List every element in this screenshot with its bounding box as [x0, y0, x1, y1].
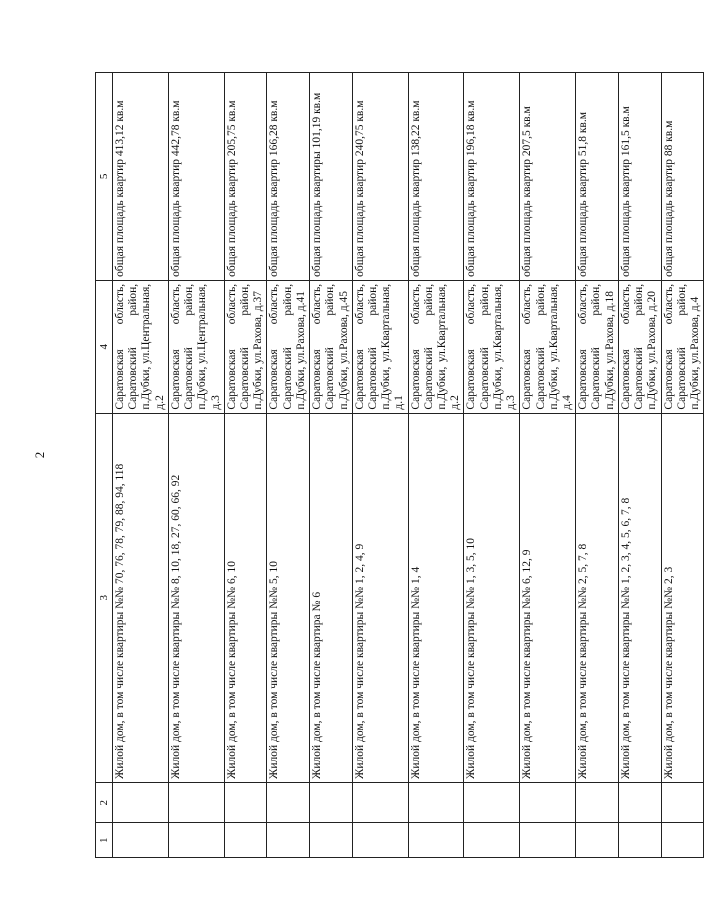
table-row	[224, 73, 267, 858]
page-number: 2	[32, 451, 47, 459]
table-cell-c3: Жилой дом, в том числе квартиры №№ 6, 10	[224, 413, 267, 782]
table-cell-c5: общая площадь квартир 166,28 кв.м	[267, 73, 310, 281]
table-cell-c1	[464, 823, 520, 858]
table-cell-c2	[352, 782, 408, 822]
table-cell-c1	[352, 823, 408, 858]
table-row	[168, 73, 224, 858]
table-cell-c1	[267, 823, 310, 858]
header-cell: 2	[96, 782, 113, 822]
document-table-rotated	[95, 72, 701, 858]
table-cell-c3: Жилой дом, в том числе квартиры №№ 6, 12, 9	[520, 413, 576, 782]
table-row	[661, 73, 704, 858]
table-row	[310, 73, 353, 858]
table-cell-c2	[224, 782, 267, 822]
header-cell: 5	[96, 73, 113, 281]
table-cell-c3: Жилой дом, в том числе квартиры №№ 1, 2, 3, 4, 5, 6, 7, 8	[618, 413, 661, 782]
table-cell-c2	[267, 782, 310, 822]
table-cell-c5: общая площадь квартир 138,22 кв.м	[408, 73, 464, 281]
table-cell-c3: Жилой дом, в том числе квартиры №№ 2, 5, 7, 8	[576, 413, 619, 782]
table-cell-c5: общая площадь квартир 207,5 кв.м	[520, 73, 576, 281]
table-row	[267, 73, 310, 858]
table-cell-c2	[168, 782, 224, 822]
table-cell-c5: общая площадь квартир 161,5 кв.м	[618, 73, 661, 281]
table-cell-c5: общая площадь квартир 196,18 кв.м	[464, 73, 520, 281]
table-cell-c2	[464, 782, 520, 822]
table-cell-c5: общая площадь квартир 51,8 кв.м	[576, 73, 619, 281]
table-cell-c1	[576, 823, 619, 858]
table-cell-c4: Саратовская область, Саратовский район, п.Дубки, ул.Центральная, д.3	[168, 280, 224, 413]
table-row	[408, 73, 464, 858]
table-cell-c5: общая площадь квартир 442,78 кв.м	[168, 73, 224, 281]
table-row	[576, 73, 619, 858]
table-cell-c1	[520, 823, 576, 858]
table-cell-c3: Жилой дом, в том числе квартиры №№ 70, 76, 78, 79, 88, 94, 118	[113, 413, 169, 782]
table-row	[352, 73, 408, 858]
table-cell-c4: Саратовская область, Саратовский район, п.Дубки, ул.Центральная, д.2	[113, 280, 169, 413]
table-cell-c2	[408, 782, 464, 822]
header-cell: 3	[96, 413, 113, 782]
table-cell-c4: Саратовская область, Саратовский район, п.Дубки, ул.Квартальная, д.1	[352, 280, 408, 413]
table-cell-c3: Жилой дом, в том числе квартиры №№ 2, 3	[661, 413, 704, 782]
table-cell-c1	[224, 823, 267, 858]
table-cell-c4: Саратовская область, Саратовский район, п.Дубки, ул.Рахова, д.37	[224, 280, 267, 413]
table-cell-c2	[618, 782, 661, 822]
table-row	[464, 73, 520, 858]
table-row	[113, 73, 169, 858]
table-cell-c4: Саратовская область, Саратовский район, п.Дубки, ул.Рахова, д.45	[310, 280, 353, 413]
table-cell-c1	[408, 823, 464, 858]
table-cell-c4: Саратовская область, Саратовский район, п.Дубки, ул.Рахова, д.41	[267, 280, 310, 413]
table-cell-c5: общая площадь квартир 205,75 кв.м	[224, 73, 267, 281]
table-cell-c1	[168, 823, 224, 858]
table-cell-c4: Саратовская область, Саратовский район, п.Дубки, ул.Рахова, д.20	[618, 280, 661, 413]
property-table	[95, 72, 704, 858]
table-cell-c1	[310, 823, 353, 858]
table-cell-c4: Саратовская область, Саратовский район, п.Дубки, ул.Квартальная, д.3	[464, 280, 520, 413]
table-cell-c4: Саратовская область, Саратовский район, п.Дубки, ул.Рахова, д.4	[661, 280, 704, 413]
table-row	[520, 73, 576, 858]
table-cell-c2	[113, 782, 169, 822]
table-cell-c3: Жилой дом, в том числе квартиры №№ 1, 2, 4, 9	[352, 413, 408, 782]
table-cell-c3: Жилой дом, в том числе квартира № 6	[310, 413, 353, 782]
table-cell-c2	[310, 782, 353, 822]
table-cell-c5: общая площадь квартиры 101,19 кв.м	[310, 73, 353, 281]
table-cell-c2	[661, 782, 704, 822]
table-cell-c3: Жилой дом, в том числе квартиры №№ 1, 4	[408, 413, 464, 782]
table-cell-c4: Саратовская область, Саратовский район, п.Дубки, ул.Квартальная, д.4	[520, 280, 576, 413]
table-cell-c5: общая площадь квартир 88 кв.м	[661, 73, 704, 281]
table-cell-c1	[661, 823, 704, 858]
table-cell-c1	[618, 823, 661, 858]
table-cell-c2	[576, 782, 619, 822]
header-cell: 1	[96, 823, 113, 858]
table-cell-c4: Саратовская область, Саратовский район, п.Дубки, ул.Квартальная, д.2	[408, 280, 464, 413]
header-cell: 4	[96, 280, 113, 413]
table-cell-c3: Жилой дом, в том числе квартиры №№ 5, 10	[267, 413, 310, 782]
table-cell-c4: Саратовская область, Саратовский район, п.Дубки, ул.Рахова, д.18	[576, 280, 619, 413]
table-header-row	[96, 73, 113, 858]
table-cell-c5: общая площадь квартир 240,75 кв.м	[352, 73, 408, 281]
table-cell-c5: общая площадь квартир 413,12 кв.м	[113, 73, 169, 281]
table-cell-c2	[520, 782, 576, 822]
table-cell-c3: Жилой дом, в том числе квартиры №№ 8, 10, 18, 27, 60, 66, 92	[168, 413, 224, 782]
table-row	[618, 73, 661, 858]
table-cell-c3: Жилой дом, в том числе квартиры №№ 1, 3, 5, 10	[464, 413, 520, 782]
table-cell-c1	[113, 823, 169, 858]
